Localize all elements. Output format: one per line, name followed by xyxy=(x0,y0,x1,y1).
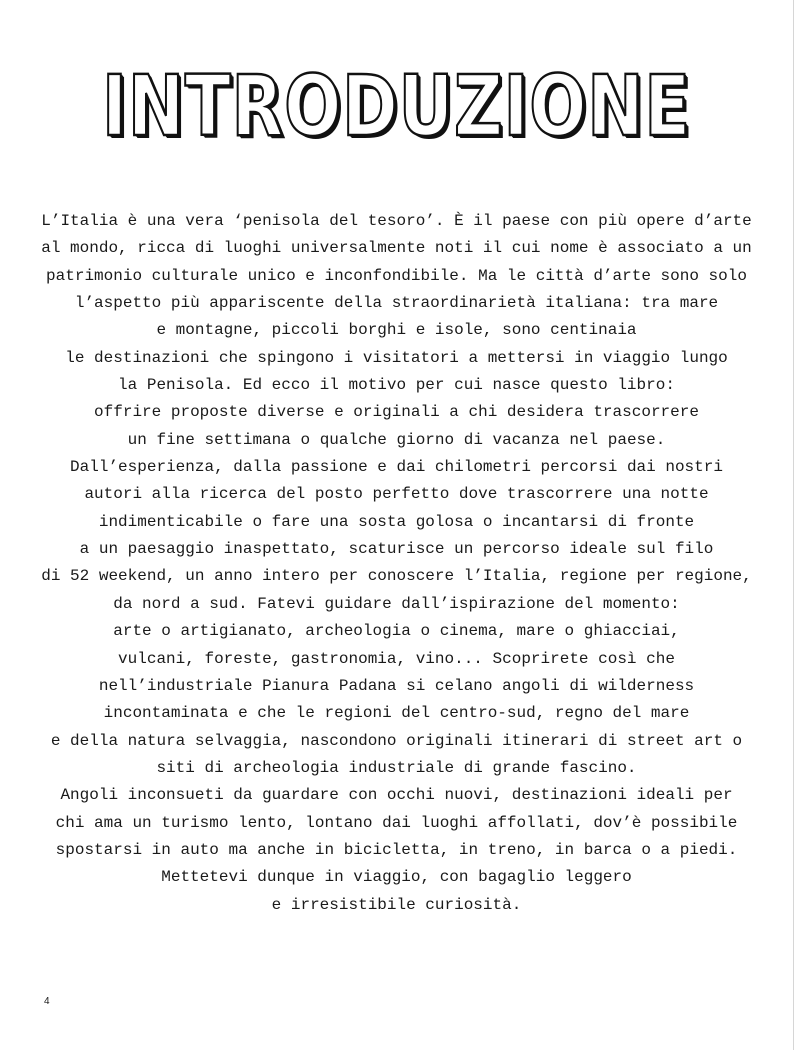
text-line: chi ama un turismo lento, lontano dai luoghi affollati, dov’è possibile xyxy=(55,813,738,832)
introduction-text xyxy=(20,208,773,919)
text-line: autori alla ricerca del posto perfetto dove trascorrere una notte xyxy=(84,485,709,504)
text-line: incontaminata e che le regioni del centro-sud, regno del mare xyxy=(103,704,690,723)
text-line: da nord a sud. Fatevi guidare dall’ispirazione del momento: xyxy=(113,594,680,613)
text-line: arte o artigianato, archeologia o cinema, mare o ghiacciai, xyxy=(113,622,680,641)
text-line: vulcani, foreste, gastronomia, vino... Scoprirete così che xyxy=(118,649,675,668)
text-line: e montagne, piccoli borghi e isole, sono centinaia xyxy=(156,321,637,340)
text-line: e della natura selvaggia, nascondono originali itinerari di street art o xyxy=(50,731,743,750)
text-line: indimenticabile o fare una sosta golosa o incantarsi di fronte xyxy=(98,512,695,531)
page-number: 4 xyxy=(44,996,50,1007)
text-line: L’Italia è una vera ‘penisola del tesoro’. È il paese con più opere d’arte xyxy=(41,212,752,230)
text-line: e irresistibile curiosità. xyxy=(271,895,522,914)
text-line: al mondo, ricca di luoghi universalmente noti il cui nome è associato a un xyxy=(41,239,752,258)
text-line: spostarsi in auto ma anche in bicicletta, in treno, in barca o a piedi. xyxy=(55,840,738,859)
text-line: l’aspetto più appariscente della straordinarietà italiana: tra mare xyxy=(74,294,719,313)
text-line: di 52 weekend, un anno intero per conoscere l’Italia, regione per regione, xyxy=(41,567,752,586)
text-line: Mettetevi dunque in viaggio, con bagaglio leggero xyxy=(161,868,632,887)
text-line: le destinazioni che spingono i visitatori a mettersi in viaggio lungo xyxy=(65,348,728,367)
text-line: un fine settimana o qualche giorno di vacanza nel paese. xyxy=(127,430,666,449)
text-line: patrimonio culturale unico e inconfondibile. Ma le città d’arte sono solo xyxy=(46,266,747,285)
text-line: la Penisola. Ed ecco il motivo per cui nasce questo libro: xyxy=(118,376,675,395)
text-line: Dall’esperienza, dalla passione e dai chilometri percorsi dai nostri xyxy=(70,458,723,477)
text-line: Angoli inconsueti da guardare con occhi nuovi, destinazioni ideali per xyxy=(60,786,733,805)
text-line: offrire proposte diverse e originali a chi desidera trascorrere xyxy=(94,403,699,422)
text-line: a un paesaggio inaspettato, scaturisce un percorso ideale sul filo xyxy=(79,540,714,559)
page-title: INTRODUZIONE xyxy=(102,57,691,155)
text-line: nell’industriale Pianura Padana si celano angoli di wilderness xyxy=(98,676,695,695)
text-line: siti di archeologia industriale di grande fascino. xyxy=(156,758,637,777)
